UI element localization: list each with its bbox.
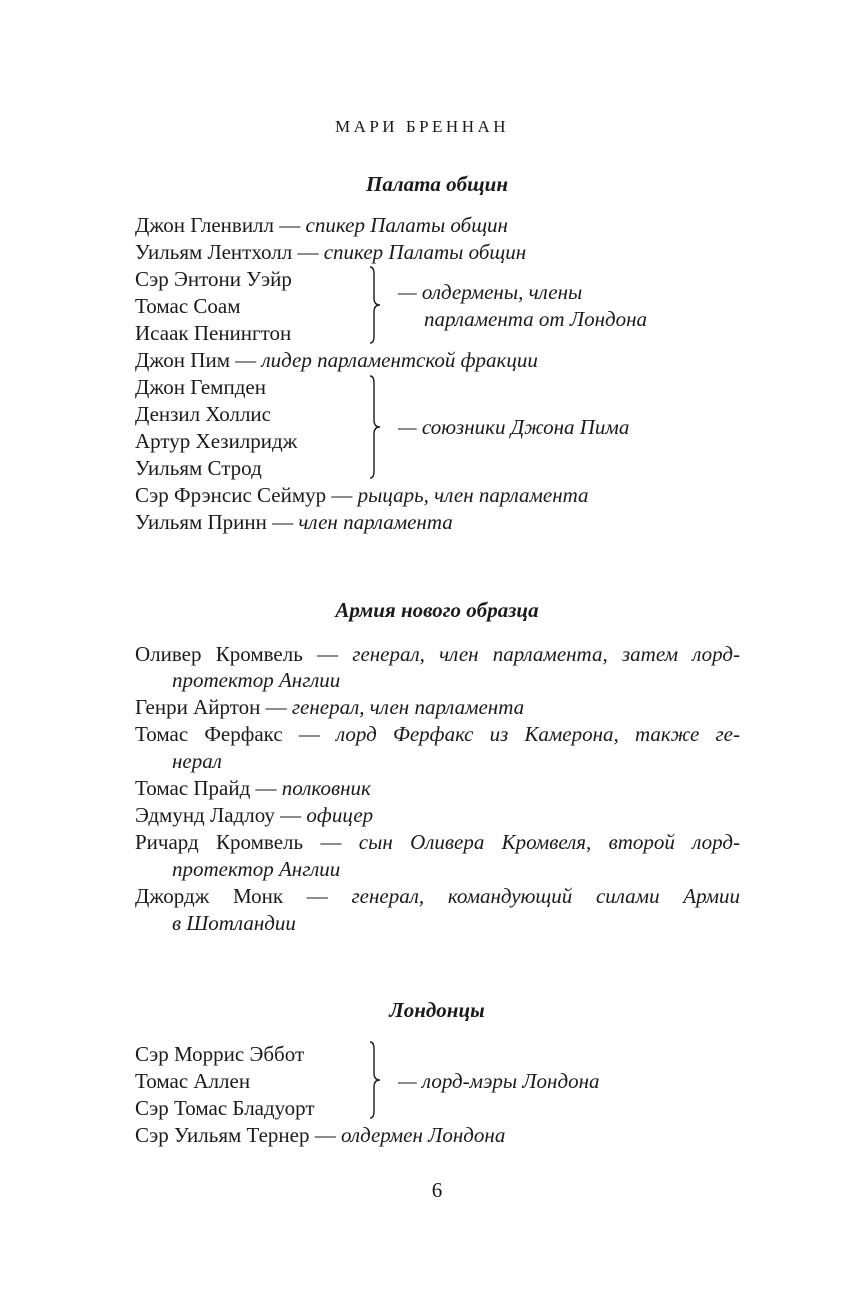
character-name: Артур Хезилридж xyxy=(135,429,298,453)
character-role-continuation: протектор Англии xyxy=(172,857,341,881)
group-note: парламента от Лондона xyxy=(424,307,648,331)
curly-brace xyxy=(368,1041,382,1119)
character-name: Томас Аллен xyxy=(135,1069,251,1093)
character-entry xyxy=(135,829,740,856)
character-role: лорд Ферфакс из Камерона, также ге- xyxy=(336,722,740,746)
character-name: Джордж Монк — xyxy=(135,884,352,908)
curly-brace xyxy=(368,266,382,344)
group-note: — союзники Джона Пима xyxy=(398,415,630,439)
character-name: Томас Ферфакс — xyxy=(135,722,337,746)
character-role-continuation: нерал xyxy=(172,749,222,773)
group-note: — олдермены, члены xyxy=(398,280,583,304)
character-name: Уильям Лентхолл — xyxy=(135,240,324,264)
character-name: Оливер Кромвель — xyxy=(135,642,353,666)
character-role: сын Оливера Кромвеля, второй лорд- xyxy=(358,830,740,854)
section-title-commons: Палата общин xyxy=(365,172,508,196)
character-role: спикер Палаты общин xyxy=(305,213,508,237)
character-role-continuation: в Шотландии xyxy=(172,911,296,935)
character-role: рыцарь, член парламента xyxy=(357,483,589,507)
character-name: Уильям Принн — xyxy=(135,510,299,534)
character-entry xyxy=(135,482,589,509)
character-role: генерал, член парламента, затем лорд- xyxy=(352,642,740,666)
character-name: Сэр Энтони Уэйр xyxy=(135,267,292,291)
character-name: Исаак Пенингтон xyxy=(135,321,292,345)
curly-brace xyxy=(368,375,382,479)
running-head: МАРИ БРЕННАН xyxy=(334,117,510,136)
character-entry xyxy=(135,347,538,374)
character-role: лидер парламентской фракции xyxy=(261,348,538,372)
character-entry xyxy=(135,721,740,748)
character-name: Томас Соам xyxy=(135,294,241,318)
character-entry xyxy=(135,883,740,910)
character-name: Ричард Кромвель — xyxy=(135,830,359,854)
character-name: Уильям Строд xyxy=(135,456,262,480)
section-title-londoners: Лондонцы xyxy=(389,998,485,1022)
character-name: Джон Гленвилл — xyxy=(135,213,306,237)
character-entry xyxy=(135,509,453,536)
character-entry xyxy=(135,694,524,721)
character-entry xyxy=(135,239,526,266)
character-entry xyxy=(135,775,371,802)
character-name: Сэр Томас Бладуорт xyxy=(135,1096,315,1120)
character-role: олдермен Лондона xyxy=(340,1123,506,1147)
group-note: — лорд-мэры Лондона xyxy=(398,1069,600,1093)
character-name: Сэр Фрэнсис Сеймур — xyxy=(135,483,358,507)
character-role: спикер Палаты общин xyxy=(323,240,527,264)
character-role: генерал, командующий силами Армии xyxy=(351,884,740,908)
character-entry xyxy=(135,1122,505,1149)
character-name: Джон Пим — xyxy=(135,348,262,372)
section-title-army: Армия нового образца xyxy=(335,598,539,622)
character-role-continuation: протектор Англии xyxy=(172,668,341,692)
character-entry xyxy=(135,641,740,668)
character-name: Джон Гемпден xyxy=(135,375,266,399)
character-role: офицер xyxy=(306,803,374,827)
character-name: Томас Прайд — xyxy=(135,776,282,800)
character-role: полковник xyxy=(281,776,371,800)
character-name: Эдмунд Ладлоу — xyxy=(135,803,307,827)
character-entry xyxy=(135,802,373,829)
character-role: генерал, член парламента xyxy=(291,695,525,719)
character-role: член парламента xyxy=(298,510,453,534)
character-entry xyxy=(135,212,508,239)
character-name: Сэр Моррис Эббот xyxy=(135,1042,305,1066)
page-number: 6 xyxy=(431,1178,443,1202)
character-name: Генри Айртон — xyxy=(135,695,292,719)
character-name: Дензил Холлис xyxy=(135,402,271,426)
character-name: Сэр Уильям Тернер — xyxy=(135,1123,341,1147)
